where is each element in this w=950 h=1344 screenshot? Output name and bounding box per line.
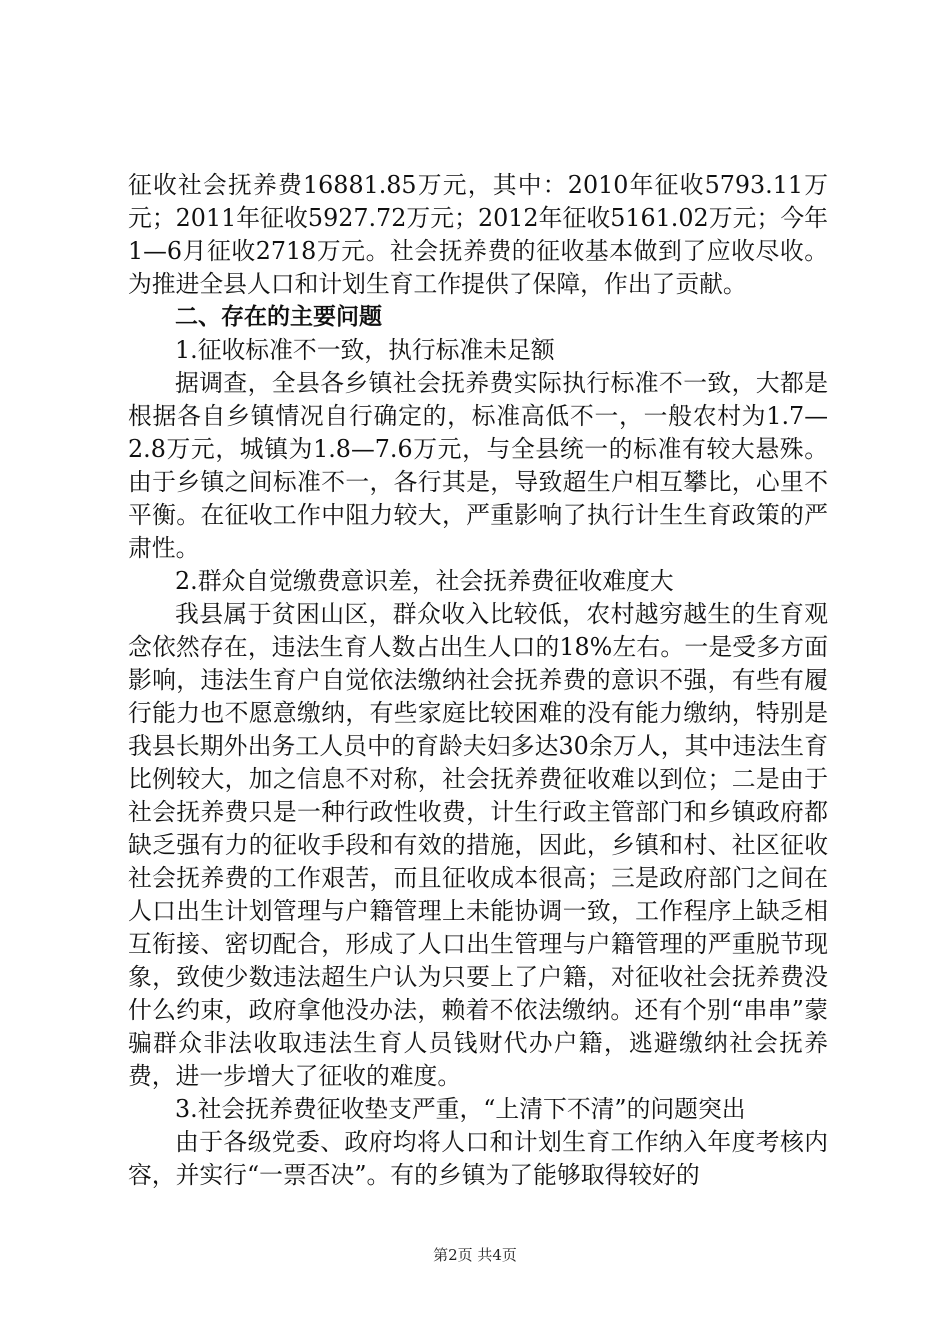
- paragraph-problem-2: 我县属于贫困山区，群众收入比较低，农村越穷越生的生育观念依然存在，违法生育人数占出生人口的18%左右。一是受多方面影响，违法生育户自觉依法缴纳社会抚养费的意识不强，有些有履行能力也不愿意缴纳，有些家庭比较困难的没有能力缴纳，特别是我县长期外出务工人员中的育龄夫妇多达30余万人，其中违法生育比例较大，加之信息不对称，社会抚养费征收难以到位；二是由于社会抚养费只是一种行政性收费，计生行政主管部门和乡镇政府都缺乏强有力的征收手段和有效的措施，因此，乡镇和村、社区征收社会抚养费的工作艰苦，而且征收成本很高；三是政府部门之间在人口出生计划管理与户籍管理上未能协调一致，工作程序上缺乏相互衔接、密切配合，形成了人口出生管理与户籍管理的严重脱节现象，致使少数违法超生户认为只要上了户籍，对征收社会抚养费没什么约束，政府拿他没办法，赖着不依法缴纳。还有个别“串串”蒙骗群众非法收取违法生育人员钱财代办户籍，逃避缴纳社会抚养费，进一步增大了征收的难度。: [128, 600, 828, 1090]
- paragraph-intro-continuation: 征收社会抚养费16881.85万元，其中：2010年征收5793.11万元；2011年征收5927.72万元；2012年征收5161.02万元；今年1—6月征收2718万元。社会抚养费的征收基本做到了应收尽收。为推进全县人口和计划生育工作提供了保障，作出了贡献。: [128, 171, 828, 298]
- subheading-problem-3: 3.社会抚养费征收垫支严重，“上清下不清”的问题突出: [175, 1095, 746, 1123]
- subheading-problem-1: 1.征收标准不一致，执行标准未足额: [175, 336, 555, 364]
- paragraph-problem-3: 由于各级党委、政府均将人口和计划生育工作纳入年度考核内容，并实行“一票否决”。有的乡镇为了能够取得较好的: [128, 1128, 828, 1189]
- section-heading-main-problems: 二、存在的主要问题: [175, 304, 382, 330]
- page-number-footer: 第2页 共4页: [433, 1246, 517, 1264]
- paragraph-problem-1: 据调查，全县各乡镇社会抚养费实际执行标准不一致，大都是根据各自乡镇情况自行确定的，标准高低不一，一般农村为1.7—2.8万元，城镇为1.8—7.6万元，与全县统一的标准有较大悬殊。由于乡镇之间标准不一，各行其是，导致超生户相互攀比，心里不平衡。在征收工作中阻力较大，严重影响了执行计生生育政策的严肃性。: [128, 369, 828, 562]
- document-body: [128, 169, 828, 1192]
- subheading-problem-2: 2.群众自觉缴费意识差，社会抚养费征收难度大: [175, 567, 674, 595]
